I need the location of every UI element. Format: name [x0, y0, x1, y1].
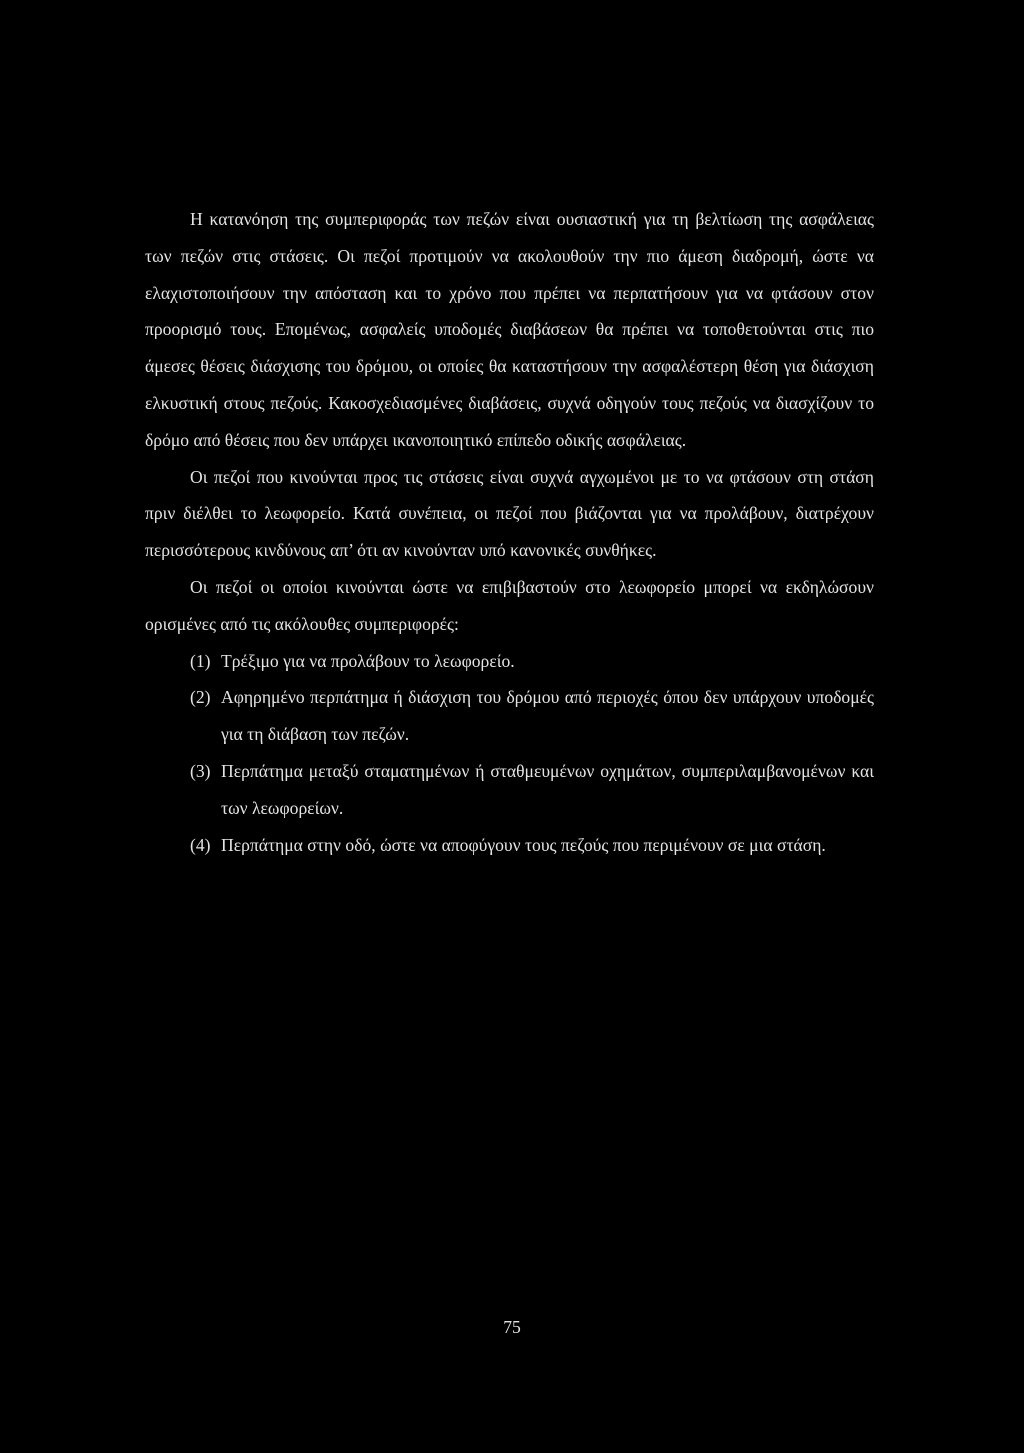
- list-item-number: (2): [190, 687, 211, 708]
- paragraph-2: Οι πεζοί που κινούνται προς τις στάσεις είναι συχνά αγχωμένοι με το να φτάσουν στη στάση πριν διέλθει το λεωφορείο. Κατά συνέπεια, οι πεζοί που βιάζονται για να προλάβουν, διατρέχουν περισσότερους κινδύνους απ’ ότι αν κινούνταν υπό κανονικές συνθήκες.: [145, 466, 874, 561]
- list-item-text: Τρέξιμο για να προλάβουν το λεωφορείο.: [221, 650, 515, 671]
- paragraph-3: Οι πεζοί οι οποίοι κινούνται ώστε να επιβιβαστούν στο λεωφορείο μπορεί να εκδηλώσουν ορισμένες από τις ακόλουθες συμπεριφορές:: [145, 576, 874, 634]
- page-body: [145, 201, 874, 863]
- list-item: [145, 827, 874, 864]
- list-item: [145, 643, 874, 680]
- list-item-text: Περπάτημα στην οδό, ώστε να αποφύγουν τους πεζούς που περιμένουν σε μια στάση.: [221, 834, 826, 855]
- list-item-number: (1): [190, 650, 211, 671]
- list-item-number: (3): [190, 760, 211, 781]
- list-item-text: Αφηρημένο περπάτημα ή διάσχιση του δρόμου από περιοχές όπου δεν υπάρχουν υποδομές για τη διάβαση των πεζών.: [221, 687, 874, 745]
- list-item-number: (4): [190, 834, 211, 855]
- list-item-text: Περπάτημα μεταξύ σταματημένων ή σταθμευμένων οχημάτων, συμπεριλαμβανομένων και των λεωφορείων.: [221, 760, 874, 818]
- list-item: [145, 679, 874, 753]
- page-number: 75: [503, 1317, 521, 1337]
- behaviors-list: [145, 643, 874, 864]
- paragraph-1: Η κατανόηση της συμπεριφοράς των πεζών είναι ουσιαστική για τη βελτίωση της ασφάλειας των πεζών στις στάσεις. Οι πεζοί προτιμούν να ακολουθούν την πιο άμεση διαδρομή, ώστε να ελαχιστοποιήσουν την απόσταση και το χρόνο που πρέπει να περπατήσουν για να φτάσουν στον προορισμό τους. Επομένως, ασφαλείς υποδομές διαβάσεων θα πρέπει να τοποθετούνται στις πιο άμεσες θέσεις διάσχισης του δρόμου, οι οποίες θα καταστήσουν την ασφαλέστερη θέση για διάσχιση ελκυστική στους πεζούς. Κακοσχεδιασμένες διαβάσεις, συχνά οδηγούν τους πεζούς να διασχίζουν το δρόμο από θέσεις που δεν υπάρχει ικανοποιητικό επίπεδο οδικής ασφάλειας.: [145, 209, 874, 450]
- list-item: [145, 753, 874, 827]
